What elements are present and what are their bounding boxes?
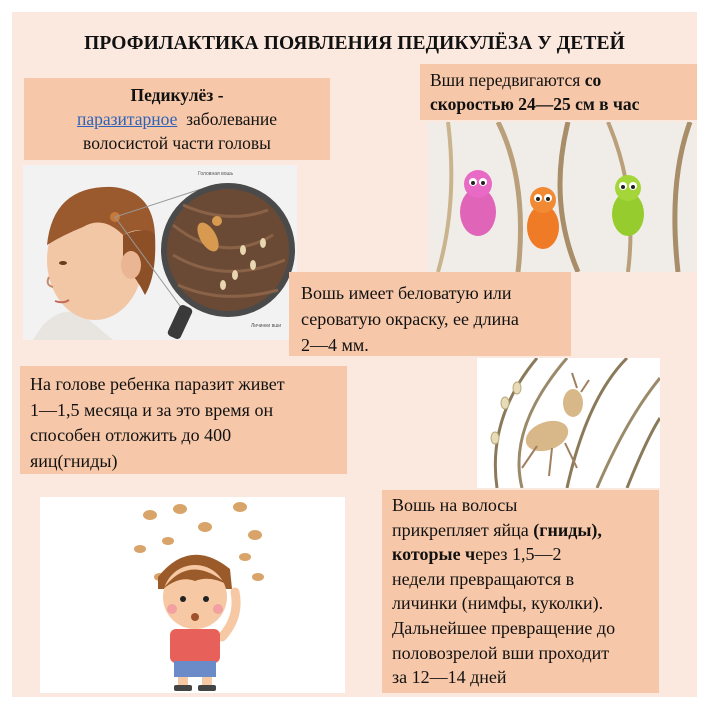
- nits-line2: [392, 518, 659, 543]
- lifetime-line3: способен отложить до 400: [30, 425, 232, 445]
- speed-pre: Вши передвигаются: [430, 70, 585, 90]
- definition-line3: волосистой части головы: [83, 133, 271, 153]
- definition-term: Педикулёз: [130, 85, 214, 105]
- boy-scratching-svg: [40, 497, 345, 693]
- parasitic-link[interactable]: паразитарное: [76, 109, 178, 129]
- speed-line2: [430, 92, 697, 116]
- nits-line4: недели превращаются в: [392, 568, 575, 589]
- nits-line5: личинки (нимфы, куколки).: [392, 593, 604, 614]
- definition-rest1: заболевание: [186, 109, 278, 129]
- nits-line2b: (гниды),: [533, 519, 602, 540]
- head-magnifier-svg: [23, 165, 297, 340]
- color-line2: сероватую окраску, ее длина: [301, 309, 519, 329]
- lifetime-box: [20, 366, 347, 474]
- louse-on-hair-illustration: [477, 358, 660, 488]
- speed-box: [420, 64, 697, 120]
- cartoon-lice-illustration: [428, 122, 695, 272]
- nits-line8: за 12—14 дней: [392, 667, 507, 688]
- nits-line3: [392, 542, 659, 567]
- lifetime-line1: На голове ребенка паразит живет: [30, 374, 285, 394]
- nits-line6: Дальнейшее превращение до: [392, 617, 616, 638]
- nits-line2a: прикрепляет яйца: [392, 519, 534, 540]
- nits-line1: Вошь на волосы: [392, 495, 518, 515]
- color-line3: 2—4 мм.: [301, 335, 369, 355]
- nits-line3b: ерез 1,5—2: [475, 544, 562, 565]
- color-line1: Вошь имеет беловатую или: [301, 283, 512, 303]
- cartoon-lice-svg: [428, 122, 695, 272]
- label-head-louse: Головная вошь: [198, 171, 234, 177]
- page-title: ПРОФИЛАКТИКА ПОЯВЛЕНИЯ ПЕДИКУЛЁЗА У ДЕТЕЙ: [84, 33, 625, 54]
- speed-bold1: со: [584, 70, 602, 90]
- speed-bold2: скоростью 24—25 см в час: [430, 94, 640, 114]
- boy-scratching-illustration: [40, 497, 345, 693]
- lifetime-line2: 1—1,5 месяца и за это время он: [30, 399, 274, 420]
- color-box: [289, 272, 571, 356]
- definition-line1: [24, 83, 330, 107]
- speed-line1: [430, 68, 697, 92]
- head-magnifier-illustration: [23, 165, 297, 340]
- definition-box: [24, 78, 330, 160]
- definition-line2: [24, 107, 330, 131]
- definition-dash: -: [213, 85, 224, 105]
- nits-line7: половозрелой вши проходит: [392, 642, 610, 663]
- nits-line3a: которые ч: [392, 544, 476, 565]
- louse-hair-svg: [477, 358, 660, 488]
- label-louse-larvae: Личинки вши: [251, 323, 282, 329]
- lifetime-line4: яиц(гниды): [30, 450, 118, 471]
- nits-box: [382, 490, 659, 693]
